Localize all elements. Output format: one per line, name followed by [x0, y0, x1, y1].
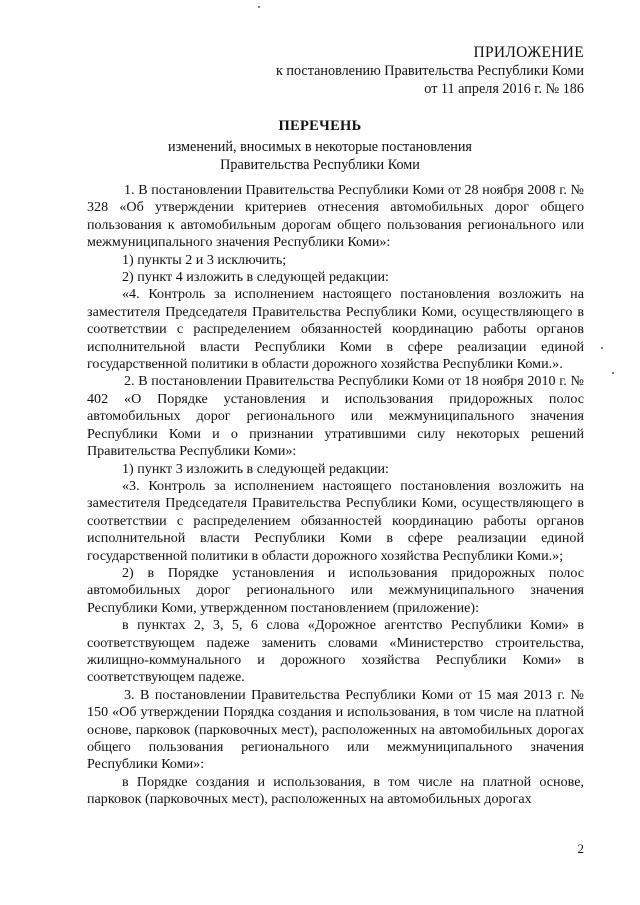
paragraph-2-item-2-text: в пунктах 2, 3, 5, 6 слова «Дорожное агентство Республики Коми» в соответствующем падеже заменить словами «Министерство строительства, жилищно-коммунального и дорожного хозяйства Республики Коми» в соответствующем падеже. [87, 617, 584, 686]
scan-speck [612, 372, 614, 374]
appendix-ref-line-2: от 11 апреля 2016 г. № 186 [424, 81, 584, 97]
paragraph-3-text: в Порядке создания и использования, в том числе на платной основе, парковок (парковочных мест), расположенных на автомобильных дорогах [87, 773, 584, 808]
paragraph-3: 3. В постановлении Правительства Республики Коми от 15 мая 2013 г. № 150 «Об утверждении Порядка создания и использования, в том числе на платной основе, парковок (парковочных мест), расположенных на автомобильных дорогах общего пользования регионального или межмуниципального значения Республики Коми»: [87, 686, 584, 773]
scan-speck [601, 347, 603, 349]
document-body [87, 182, 584, 809]
appendix-ref-line-1: к постановлению Правительства Республики Коми [275, 63, 584, 79]
document-title: ПЕРЕЧЕНЬ [278, 118, 362, 134]
appendix-title: ПРИЛОЖЕНИЕ [473, 44, 584, 61]
document-subtitle-line-2: Правительства Республики Коми [220, 157, 420, 173]
document-subtitle [0, 138, 640, 174]
scan-speck [258, 6, 260, 8]
document-subtitle-line-1: изменений, вносимых в некоторые постановления [168, 139, 472, 155]
paragraph-1-item-2: 2) пункт 4 изложить в следующей редакции: [122, 269, 389, 286]
paragraph-2-quote: «3. Контроль за исполнением настоящего постановления возложить на заместителя Председателя Правительства Республики Коми, осуществляющего в соответствии с распределением обязанностей координацию работы органов исполнительной власти Республики Коми в сфере реализации единой государственной политики в области дорожного хозяйства Республики Коми.»; [87, 477, 584, 564]
paragraph-1-quote: «4. Контроль за исполнением настоящего постановления возложить на заместителя Председателя Правительства Республики Коми, осуществляющего в соответствии с распределением обязанностей координацию работы органов исполнительной власти Республики Коми в сфере реализации единой государственной политики в области дорожного хозяйства Республики Коми.». [87, 286, 584, 373]
paragraph-2: 2. В постановлении Правительства Республики Коми от 18 ноября 2010 г. № 402 «О Порядке установления и использования придорожных полос автомобильных дорог регионального или межмуниципального значения Республики Коми и о признании утратившими силу некоторых решений Правительства Республики Коми»: [87, 373, 584, 460]
page-number: 2 [577, 841, 584, 856]
paragraph-2-item-2: 2) в Порядке установления и использования придорожных полос автомобильных дорог регионального или межмуниципального значения Республики Коми, утвержденном постановлением (приложение): [87, 564, 584, 616]
paragraph-1-item-1: 1) пункты 2 и 3 исключить; [122, 251, 287, 268]
paragraph-1: 1. В постановлении Правительства Республики Коми от 28 ноября 2008 г. № 328 «Об утверждении критериев отнесения автомобильных дорог общего пользования к автомобильным дорогам общего пользования регионального или межмуниципального значения Республики Коми»: [87, 182, 584, 251]
appendix-header [276, 44, 584, 98]
paragraph-2-item-1: 1) пункт 3 изложить в следующей редакции: [122, 460, 389, 477]
